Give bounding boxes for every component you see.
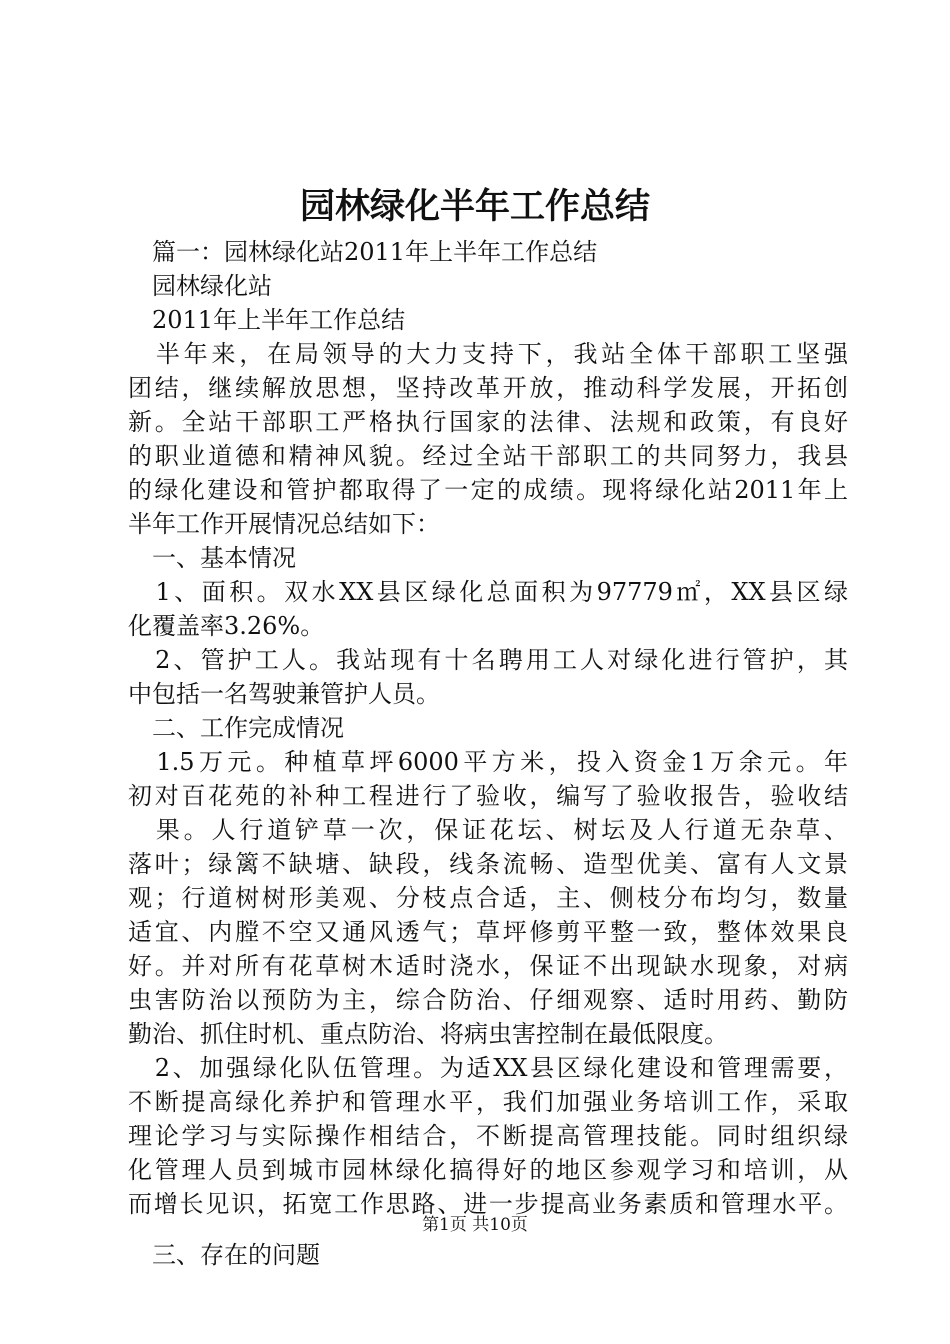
text-line: 的职业道德和精神风貌。经过全站干部职工的共同努力，我县 <box>128 442 848 470</box>
text-line: 中包括一名驾驶兼管护人员。 <box>128 680 440 708</box>
text-line: 半年来，在局领导的大力支持下，我站全体干部职工坚强 <box>128 340 848 368</box>
text-line: 1.5万元。种植草坪6000平方米，投入资金1万余元。年 <box>128 748 848 776</box>
text-line: 而增长见识，拓宽工作思路、进一步提高业务素质和管理水平。 <box>128 1190 848 1218</box>
page-footer: 第1页 共10页 <box>422 1215 528 1235</box>
text-line: 半年工作开展情况总结如下： <box>128 510 440 538</box>
text-line: 理论学习与实际操作相结合，不断提高管理技能。同时组织绿 <box>128 1122 848 1150</box>
section-heading: 一、基本情况 <box>128 544 296 572</box>
document-title: 园林绿化半年工作总结 <box>299 186 650 227</box>
text-line: 初对百花苑的补种工程进行了验收，编写了验收报告，验收结 <box>128 782 848 810</box>
text-line: 篇一：园林绿化站2011年上半年工作总结 <box>128 238 598 266</box>
section-heading: 三、存在的问题 <box>128 1241 320 1269</box>
text-line: 化管理人员到城市园林绿化搞得好的地区参观学习和培训，从 <box>128 1156 848 1184</box>
text-line: 化覆盖率3.26%。 <box>128 612 325 640</box>
text-line: 2011年上半年工作总结 <box>128 306 406 334</box>
text-line: 观；行道树树形美观、分枝点合适，主、侧枝分布均匀，数量 <box>128 884 848 912</box>
text-line: 1、面积。双水XX县区绿化总面积为97779㎡，XX县区绿 <box>128 578 848 606</box>
text-line: 2、加强绿化队伍管理。为适XX县区绿化建设和管理需要， <box>128 1054 848 1082</box>
text-line: 的绿化建设和管护都取得了一定的成绩。现将绿化站2011年上 <box>128 476 848 504</box>
text-line: 团结，继续解放思想，坚持改革开放，推动科学发展，开拓创 <box>128 374 848 402</box>
text-line: 勤治、抓住时机、重点防治、将病虫害控制在最低限度。 <box>128 1020 728 1048</box>
text-line: 2、管护工人。我站现有十名聘用工人对绿化进行管护，其 <box>128 646 848 674</box>
text-line: 新。全站干部职工严格执行国家的法律、法规和政策，有良好 <box>128 408 848 436</box>
document-body <box>128 235 848 1272</box>
text-line: 落叶；绿篱不缺塘、缺段，线条流畅、造型优美、富有人文景 <box>128 850 848 878</box>
text-line: 好。并对所有花草树木适时浇水，保证不出现缺水现象，对病 <box>128 952 848 980</box>
text-line: 园林绿化站 <box>128 272 272 300</box>
text-line: 适宜、内膛不空又通风透气；草坪修剪平整一致，整体效果良 <box>128 918 848 946</box>
section-heading: 二、工作完成情况 <box>128 714 344 742</box>
text-line: 果。人行道铲草一次，保证花坛、树坛及人行道无杂草、 <box>128 816 848 844</box>
text-line: 不断提高绿化养护和管理水平，我们加强业务培训工作，采取 <box>128 1088 848 1116</box>
text-line: 虫害防治以预防为主，综合防治、仔细观察、适时用药、勤防 <box>128 986 848 1014</box>
